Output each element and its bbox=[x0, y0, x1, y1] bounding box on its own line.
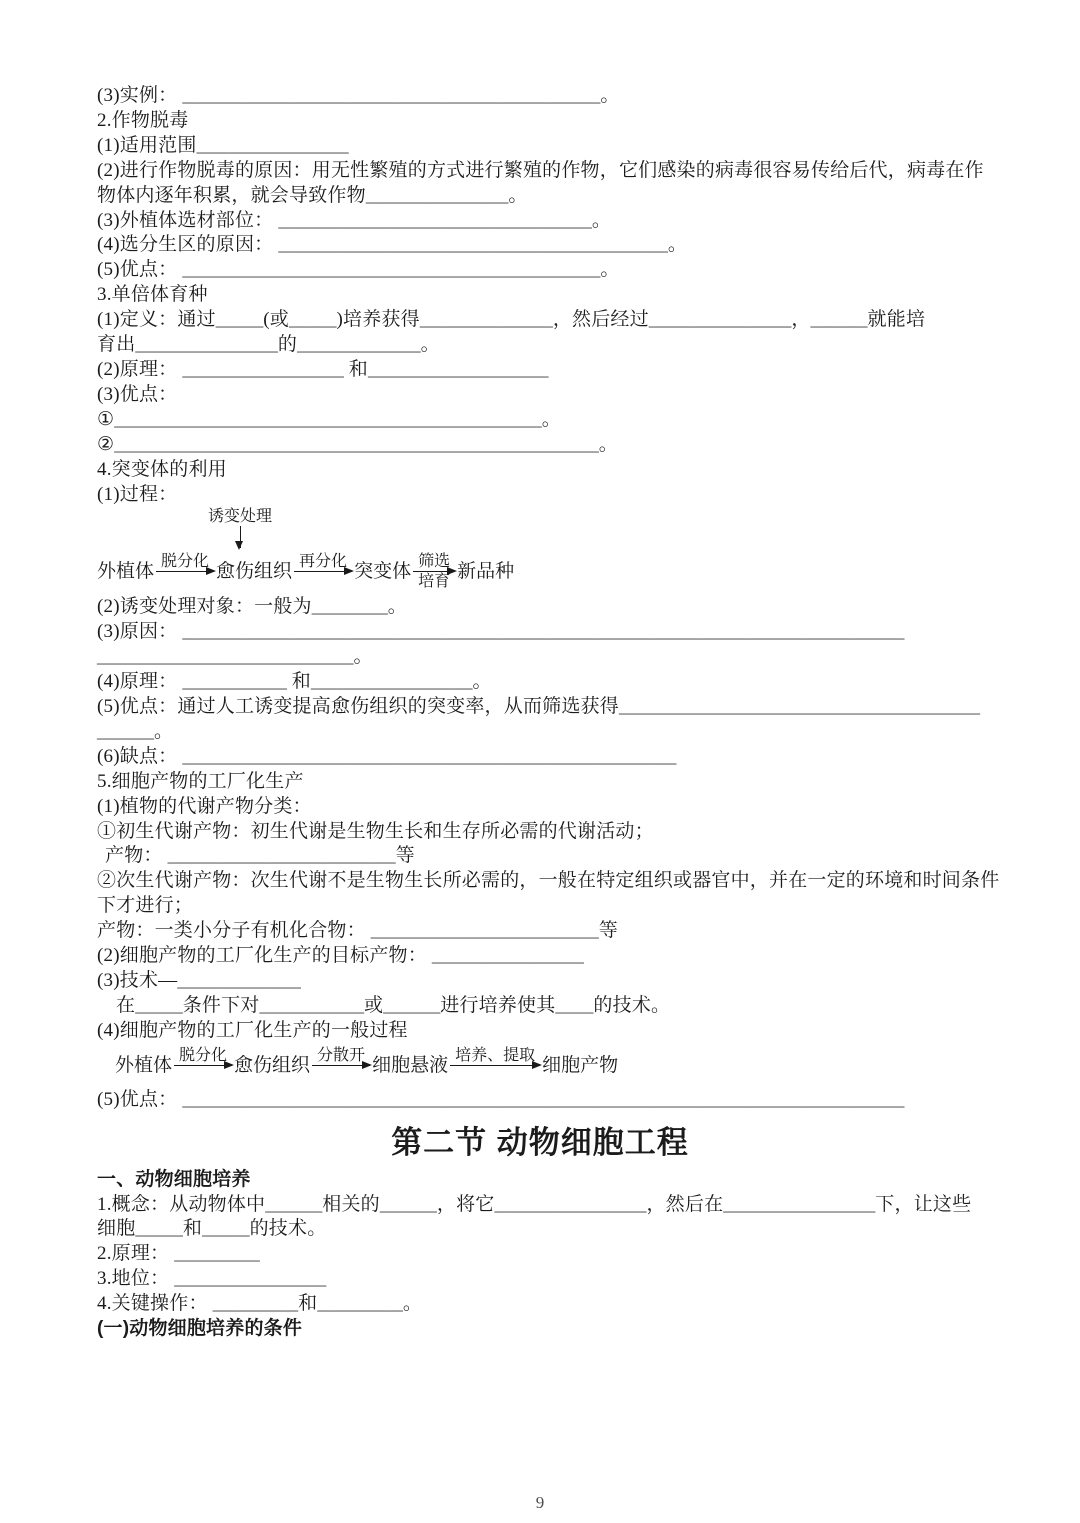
text-run: ② bbox=[97, 433, 115, 455]
fill-in-blank: ______________ bbox=[419, 309, 553, 331]
text-run: 。 bbox=[472, 671, 492, 693]
document-line bbox=[97, 919, 983, 944]
diagram-arrow-label: 筛选 bbox=[418, 553, 451, 571]
arrow-shaft bbox=[413, 571, 455, 572]
text-run: 下，让这些 bbox=[875, 1193, 972, 1215]
text-run: (3)实例： bbox=[97, 85, 183, 106]
document-line bbox=[97, 1193, 983, 1218]
fill-in-blank: _____ bbox=[202, 1218, 250, 1240]
document-line bbox=[97, 869, 1000, 894]
fill-in-blank: ________________ bbox=[174, 1268, 327, 1290]
text-run: 细胞 bbox=[97, 1218, 136, 1240]
document-line bbox=[97, 433, 983, 458]
text-run: )培养获得 bbox=[336, 309, 420, 331]
fill-in-blank: _________ bbox=[317, 1293, 403, 1315]
arrow-right-icon bbox=[450, 1047, 540, 1084]
fill-in-blank: _____ bbox=[215, 309, 264, 331]
text-run: 。 bbox=[420, 334, 440, 356]
text-run: 在 bbox=[116, 994, 136, 1016]
text-run: ，然后在 bbox=[646, 1193, 724, 1215]
document-line bbox=[97, 894, 983, 919]
document-line bbox=[97, 994, 983, 1019]
text-run: 。 bbox=[508, 184, 528, 206]
text-run: 。 bbox=[541, 408, 561, 430]
text-run: 3.单倍体育种 bbox=[97, 284, 208, 306]
document-content bbox=[97, 84, 1000, 1342]
arrow-right-icon bbox=[312, 1047, 370, 1084]
document-line bbox=[97, 1292, 983, 1317]
fill-in-blank: ________________________ bbox=[370, 920, 599, 942]
text-run: (2)进行作物脱毒的原因：用无性繁殖的方式进行繁殖的作物，它们感染的病毒很容易传给后代，病毒在作 bbox=[97, 159, 984, 181]
page-number: 9 bbox=[535, 1493, 545, 1512]
sub-heading bbox=[97, 1168, 983, 1193]
text-run: (4)原理： bbox=[97, 671, 183, 693]
arrow-shaft bbox=[450, 1065, 540, 1066]
document-line bbox=[97, 795, 983, 820]
diagram-arrow-label: 脱分化 bbox=[161, 553, 210, 571]
diagram-arrow-label: 脱分化 bbox=[179, 1046, 228, 1064]
text-run: 产物： bbox=[105, 845, 168, 867]
document-line bbox=[97, 134, 983, 159]
text-run: 2.原理： bbox=[97, 1243, 175, 1265]
fill-in-blank: ___________________ bbox=[367, 358, 549, 380]
text-run: (1)过程： bbox=[97, 483, 178, 505]
document-line bbox=[97, 820, 983, 845]
arrow-shaft bbox=[312, 1065, 370, 1066]
fill-in-blank: ________________________ bbox=[167, 845, 396, 867]
text-run: 4.关键操作： bbox=[97, 1293, 213, 1315]
document-line bbox=[97, 458, 983, 483]
fill-in-blank: _____________ bbox=[297, 334, 421, 356]
document-line bbox=[97, 159, 983, 184]
document-line bbox=[97, 209, 983, 234]
fill-in-blank: ________________ bbox=[431, 945, 584, 967]
text-run: 。 bbox=[154, 720, 174, 742]
fill-in-blank: ________________ bbox=[723, 1193, 876, 1215]
diagram-node: 新品种 bbox=[457, 561, 515, 583]
fill-in-blank: _____________ bbox=[177, 970, 301, 991]
diagram-node: 外植体 bbox=[97, 561, 155, 583]
fill-in-blank: _____ bbox=[135, 994, 183, 1016]
text-run: 下才进行； bbox=[97, 895, 194, 917]
fill-in-blank: _____ bbox=[289, 309, 337, 331]
fill-in-blank: _________________ bbox=[182, 358, 344, 380]
text-run: 和 bbox=[182, 1218, 203, 1240]
text-run: ① bbox=[97, 408, 115, 430]
text-run: ，将它 bbox=[436, 1193, 495, 1215]
fill-in-blank: ______________________________________ bbox=[618, 696, 980, 718]
text-run: 的 bbox=[277, 334, 298, 356]
document-line bbox=[97, 969, 983, 994]
fill-in-blank: _________________________________ bbox=[278, 209, 592, 231]
arrow-right-icon bbox=[413, 553, 455, 590]
text-run: 。 bbox=[591, 209, 612, 231]
diagram-node: 细胞悬液 bbox=[372, 1054, 449, 1076]
text-run: 和 bbox=[298, 1293, 318, 1315]
document-line bbox=[97, 745, 983, 770]
text-run: (6)缺点： bbox=[97, 745, 183, 767]
text-run: (1)适用范围 bbox=[97, 134, 197, 156]
text-run: (3)优点： bbox=[97, 383, 178, 405]
document-line bbox=[97, 109, 983, 134]
text-run: 1.概念：从动物体中 bbox=[97, 1193, 266, 1215]
fill-in-blank: ______ bbox=[383, 994, 441, 1016]
text-run: 的技术。 bbox=[593, 994, 671, 1016]
text-run: 。 bbox=[600, 259, 620, 281]
text-run: 等 bbox=[598, 920, 618, 942]
arrow-shaft bbox=[294, 571, 352, 572]
fill-in-blank: ___________ bbox=[259, 994, 365, 1016]
fill-in-blank: _________ bbox=[212, 1293, 299, 1315]
process-diagram-mutant-process bbox=[97, 508, 983, 590]
process-diagram-factory-process bbox=[115, 1047, 983, 1084]
text-run: ①初生代谢产物：初生代谢是生物生长和生存所必需的代谢活动； bbox=[97, 820, 654, 842]
text-run: 产物：一类小分子有机化合物： bbox=[97, 920, 371, 942]
fill-in-blank: _____ bbox=[135, 1218, 183, 1240]
text-run: 育出 bbox=[97, 334, 136, 356]
text-run: (4)细胞产物的工厂化生产的一般过程 bbox=[97, 1019, 408, 1041]
diagram-arrow-label: 分散开 bbox=[317, 1046, 366, 1064]
text-run: (5)优点： bbox=[97, 259, 183, 281]
diagram-flow-row bbox=[97, 553, 983, 590]
fill-in-blank: ______ bbox=[265, 1193, 323, 1215]
text-run: ， bbox=[791, 309, 811, 331]
arrow-shaft bbox=[174, 1065, 232, 1066]
fill-in-blank: ____________________________________________________________________________ bbox=[182, 621, 905, 643]
text-run: 。 bbox=[353, 646, 373, 668]
fill-in-blank: ______ bbox=[97, 720, 154, 742]
diagram-top-arrow bbox=[203, 508, 277, 548]
text-run: (1)植物的代谢产物分类： bbox=[97, 795, 312, 817]
fill-in-blank: ____________________________________________________________________________ bbox=[182, 1088, 905, 1110]
text-run: (2)诱变处理对象：一般为 bbox=[97, 596, 312, 618]
text-run: 进行培养使其 bbox=[440, 994, 556, 1016]
fill-in-blank: ________________ bbox=[494, 1193, 647, 1215]
text-run: 和 bbox=[343, 358, 368, 380]
fill-in-blank: _______________ bbox=[365, 184, 509, 206]
document-line bbox=[97, 770, 983, 795]
document-line bbox=[97, 383, 983, 408]
document-line bbox=[97, 1088, 983, 1113]
fill-in-blank: ____ bbox=[555, 994, 594, 1016]
sub-heading bbox=[97, 1317, 983, 1342]
text-run: (3)技术— bbox=[97, 970, 178, 991]
diagram-node: 愈伤组织 bbox=[216, 561, 293, 583]
text-run: (或 bbox=[263, 309, 289, 331]
fill-in-blank: ___________________________________________________ bbox=[114, 433, 599, 455]
diagram-flow-row bbox=[115, 1047, 983, 1084]
fill-in-blank: _______________ bbox=[648, 309, 792, 331]
text-run: (1)定义：通过 bbox=[97, 309, 216, 331]
fill-in-blank: ______ bbox=[379, 1193, 437, 1215]
diagram-arrow-label: 再分化 bbox=[299, 553, 348, 571]
text-run: 。 bbox=[598, 433, 618, 455]
document-line bbox=[97, 695, 983, 720]
text-run: (2)细胞产物的工厂化生产的目标产物： bbox=[97, 945, 432, 967]
fill-in-blank: ______ bbox=[810, 309, 868, 331]
text-run: 就能培 bbox=[867, 309, 926, 331]
text-run: 物体内逐年积累，就会导致作物 bbox=[97, 184, 366, 206]
text-run: 。 bbox=[402, 1293, 423, 1315]
arrow-right-icon bbox=[174, 1047, 232, 1084]
text-run: 条件下对 bbox=[182, 994, 260, 1016]
text-run: 5.细胞产物的工厂化生产 bbox=[97, 770, 304, 792]
text-run: 。 bbox=[667, 234, 688, 256]
text-run: (3)原因： bbox=[97, 621, 183, 643]
document-line bbox=[97, 620, 983, 645]
text-run: 4.突变体的利用 bbox=[97, 458, 227, 480]
document-line bbox=[97, 408, 983, 433]
text-run: 3.地位： bbox=[97, 1268, 175, 1290]
text-run: (4)选分生区的原因： bbox=[97, 234, 279, 256]
text-run: 和 bbox=[286, 671, 311, 693]
document-line bbox=[97, 844, 983, 869]
fill-in-blank: _________________ bbox=[310, 671, 473, 693]
arrow-right-icon bbox=[294, 553, 352, 590]
diagram-arrow-label: 诱变处理 bbox=[208, 508, 273, 526]
document-line bbox=[97, 1217, 983, 1242]
fill-in-blank: _____________________________________________ bbox=[114, 408, 542, 430]
document-line bbox=[97, 333, 983, 358]
document-line bbox=[97, 84, 983, 109]
document-line bbox=[97, 483, 983, 508]
text-run: 2.作物脱毒 bbox=[97, 109, 189, 131]
diagram-node: 愈伤组织 bbox=[234, 1054, 311, 1076]
text-run: (5)优点： bbox=[97, 1088, 183, 1110]
fill-in-blank: ___________ bbox=[182, 671, 287, 693]
text-run: ，然后经过 bbox=[552, 309, 649, 331]
fill-in-blank: ________________ bbox=[196, 134, 349, 156]
text-run: 第二节 动物细胞工程 bbox=[391, 1124, 689, 1160]
arrow-shaft bbox=[156, 571, 214, 572]
text-run: (3)外植体选材部位： bbox=[97, 209, 279, 231]
document-line bbox=[97, 944, 983, 969]
document-line bbox=[97, 720, 983, 745]
fill-in-blank: _________ bbox=[174, 1243, 260, 1265]
fill-in-blank: ____________________________________________ bbox=[182, 85, 601, 106]
document-line bbox=[97, 645, 983, 670]
fill-in-blank: _______________ bbox=[135, 334, 278, 356]
text-run: 或 bbox=[364, 994, 384, 1016]
diagram-node: 细胞产物 bbox=[542, 1054, 619, 1076]
document-line bbox=[97, 184, 983, 209]
text-run: 。 bbox=[600, 85, 620, 106]
diagram-node: 突变体 bbox=[354, 561, 412, 583]
text-run: (5)优点：通过人工诱变提高愈伤组织的突变率，从而筛选获得 bbox=[97, 696, 619, 718]
text-run: 相关的 bbox=[322, 1193, 380, 1215]
diagram-node: 外植体 bbox=[115, 1054, 173, 1076]
document-line bbox=[97, 233, 983, 258]
document-line bbox=[97, 595, 983, 620]
document-line bbox=[97, 1267, 983, 1292]
fill-in-blank: ____________________________________________ bbox=[182, 259, 601, 281]
fill-in-blank: ____________________________________________________ bbox=[182, 745, 677, 767]
fill-in-blank: ________ bbox=[311, 596, 388, 618]
fill-in-blank: ___________________________ bbox=[97, 646, 354, 668]
arrow-down-icon bbox=[240, 526, 241, 548]
document-line bbox=[97, 358, 983, 383]
document-line bbox=[97, 670, 983, 695]
diagram-arrow-label: 培育 bbox=[418, 573, 451, 591]
diagram-arrow-label: 培养、提取 bbox=[455, 1046, 536, 1064]
arrow-right-icon bbox=[156, 553, 214, 590]
fill-in-blank: _________________________________________ bbox=[278, 234, 668, 256]
text-run: ②次生代谢产物：次生代谢不是生物生长所必需的，一般在特定组织或器官中，并在一定的环境和时间条件 bbox=[97, 870, 1000, 892]
document-line bbox=[97, 1242, 983, 1267]
text-run: 的技术。 bbox=[249, 1218, 327, 1240]
section-heading bbox=[97, 1126, 983, 1160]
text-run: 等 bbox=[395, 845, 415, 867]
document-line bbox=[97, 283, 983, 308]
text-run: (一)动物细胞培养的条件 bbox=[97, 1318, 303, 1340]
text-run: 一、动物细胞培养 bbox=[97, 1168, 251, 1190]
document-line bbox=[97, 308, 983, 333]
text-run: (2)原理： bbox=[97, 358, 183, 380]
text-run: 。 bbox=[387, 596, 407, 618]
document-line bbox=[97, 1019, 983, 1044]
document-line bbox=[97, 258, 983, 283]
